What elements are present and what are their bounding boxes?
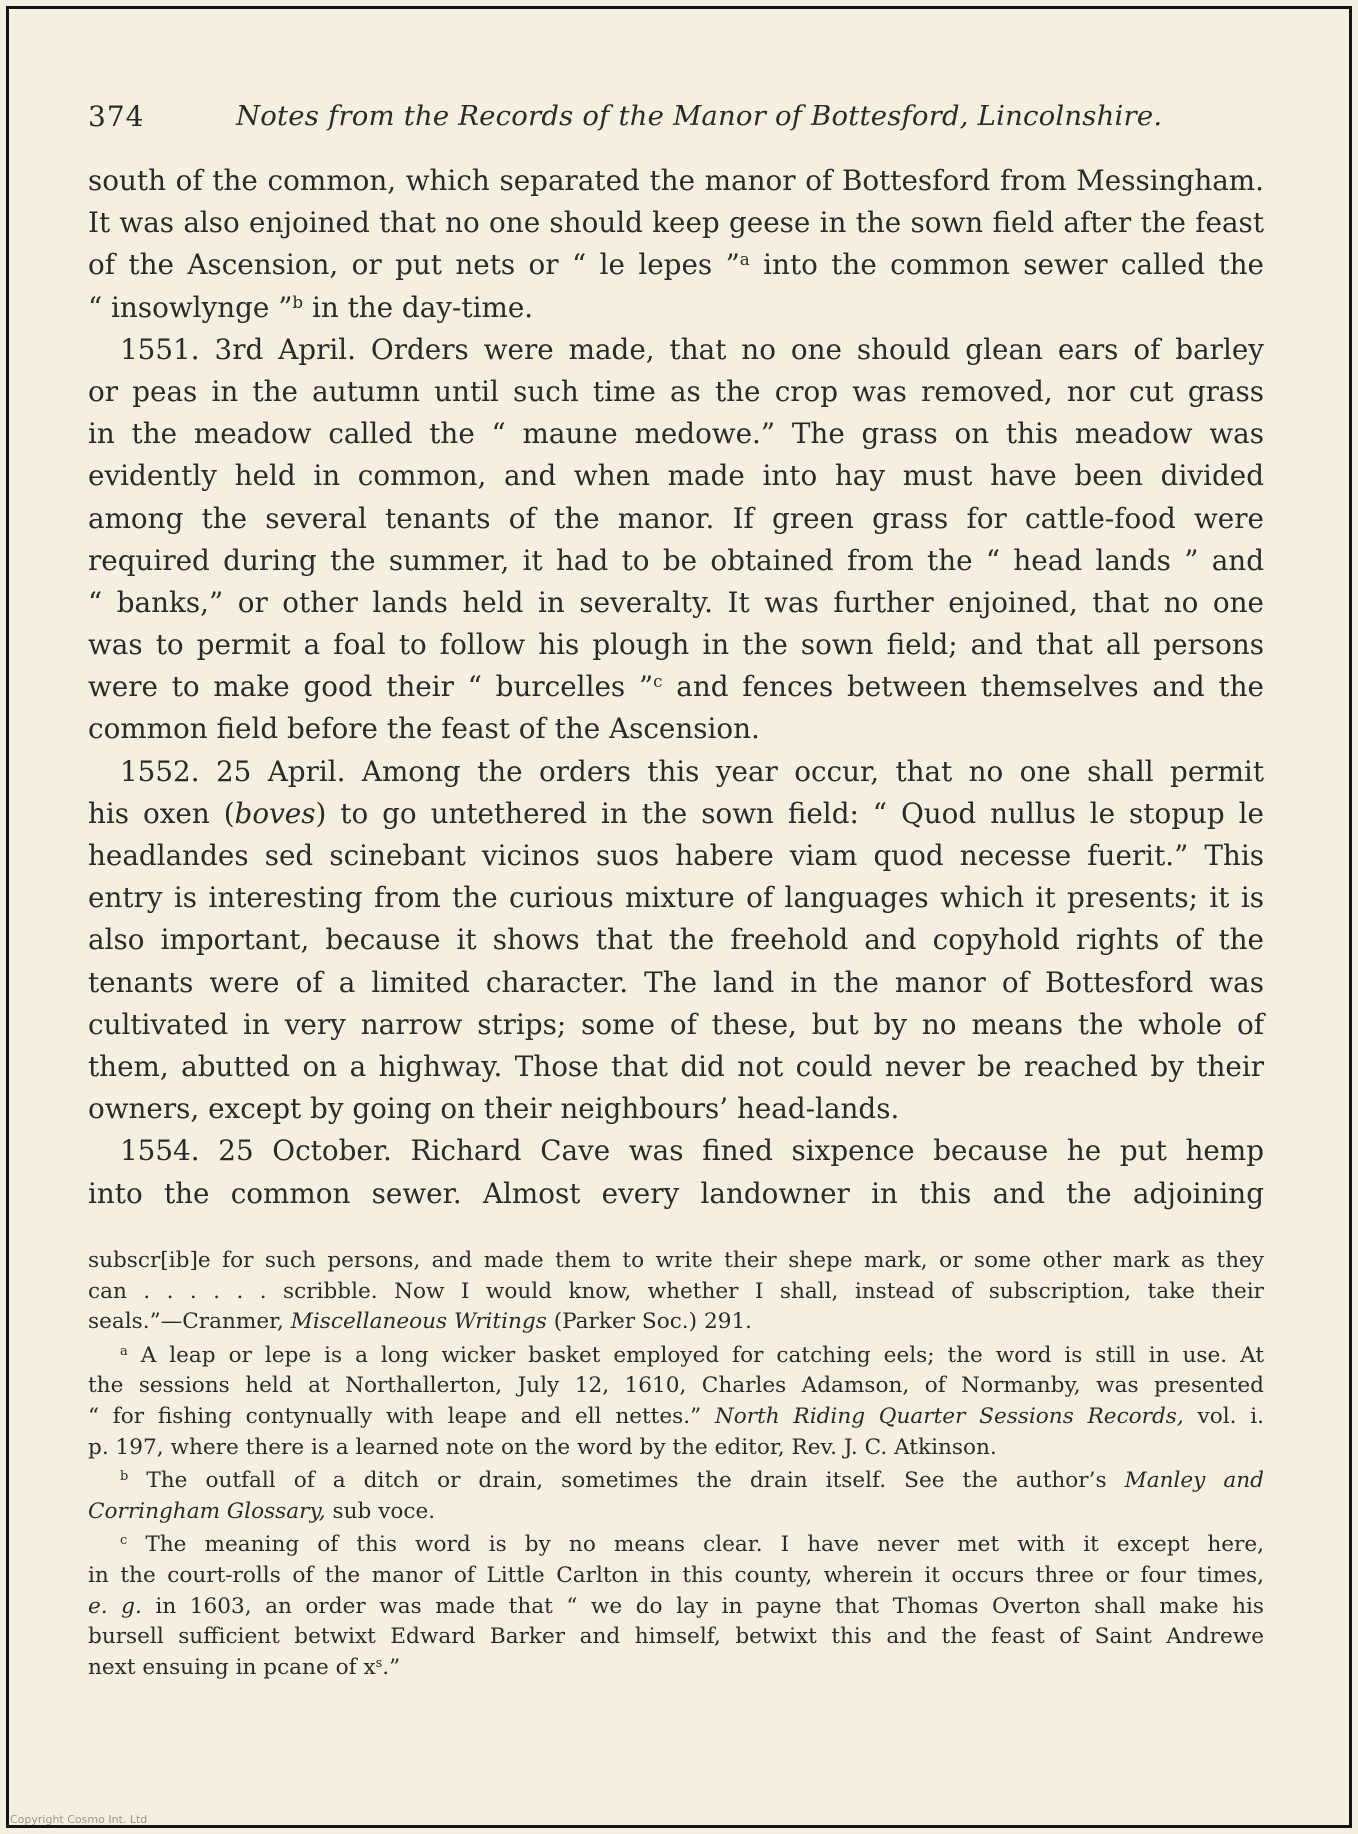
- footnote-a: $^a$ A leap or lepe is a long wicker basket employed for catching eels; the word is still in use. At: [120, 1342, 1264, 1368]
- body-line: tenants were of a limited character. The land in the manor of Bottesford was: [88, 965, 1264, 999]
- body-line: was to permit a foal to follow his plough in the sown field; and that all persons: [88, 628, 1264, 662]
- body-line: south of the common, which separated the manor of Bottesford from Messingham.: [88, 164, 1264, 197]
- body-line: headlandes sed scinebant vicinos suos habere viam quod necesse fuerit.” This: [88, 839, 1264, 872]
- footnote-c-line: bursell sufficient betwixt Edward Barker and himself, betwixt this and the feast of Saint Andrewe: [88, 1624, 1264, 1650]
- footnote-continuation: can . . . . . . scribble. Now I would know, whether I shall, instead of subscription, take their: [88, 1278, 1264, 1304]
- body-line: among the several tenants of the manor. If green grass for cattle-food were: [88, 501, 1264, 535]
- body-line: It was also enjoined that no one should keep geese in the sown field after the feast: [88, 206, 1264, 240]
- paragraph-1551: 1551. 3rd April. Orders were made, that no one should glean ears of barley: [120, 332, 1264, 366]
- paragraph-1552: 1552. 25 April. Among the orders this year occur, that no one shall permit: [120, 754, 1264, 788]
- footnote-c-line: e. g. in 1603, an order was made that “ we do lay in payne that Thomas Overton shall make his: [88, 1593, 1264, 1619]
- footnote-c-line: next ensuing in pcane of $x^s$.”: [88, 1654, 401, 1680]
- running-header: [88, 100, 1264, 140]
- body-line: common field before the feast of the Ascension.: [88, 712, 760, 746]
- body-line: into the common sewer. Almost every landowner in this and the adjoining: [88, 1176, 1264, 1210]
- body-line: or peas in the autumn until such time as the crop was removed, nor cut grass: [88, 374, 1264, 408]
- body-line: also important, because it shows that the freehold and copyhold rights of the: [88, 923, 1264, 957]
- body-line: cultivated in very narrow strips; some of these, but by no means the whole of: [88, 1007, 1264, 1041]
- page-number: 374: [88, 100, 145, 133]
- footnote-mark-c: c: [120, 1533, 128, 1549]
- copyright-notice: Copyright Cosmo Int. Ltd: [10, 1813, 148, 1826]
- footnote-ref-c: c: [653, 672, 663, 692]
- body-line: his oxen (boves) to go untethered in the sown field: “ Quod nullus le stopup le: [88, 796, 1264, 830]
- body-line: were to make good their “ burcelles ”$^c$ and fences between themselves and the: [88, 670, 1264, 704]
- footnote-mark-b: b: [120, 1469, 129, 1485]
- body-line: evidently held in common, and when made into hay must have been divided: [88, 459, 1264, 493]
- footnote-c: $^c$ The meaning of this word is by no means clear. I have never met with it except here,: [120, 1532, 1264, 1558]
- body-line: owners, except by going on their neighbours’ head-lands.: [88, 1092, 900, 1126]
- footnote-a-line: p. 197, where there is a learned note on the word by the editor, Rev. J. C. Atkinson.: [88, 1434, 997, 1460]
- body-line: “ insowlynge ”$^b$ in the day-time.: [88, 290, 534, 324]
- footnote-c-line: in the court-rolls of the manor of Little Carlton in this county, wherein it occurs three or four times,: [88, 1562, 1264, 1588]
- footnote-mark-a: a: [120, 1343, 128, 1359]
- running-title: Notes from the Records of the Manor of Bottesford, Lincolnshire.: [236, 100, 1163, 132]
- body-line: required during the summer, it had to be obtained from the “ head lands ” and: [88, 543, 1264, 577]
- body-line: them, abutted on a highway. Those that did not could never be reached by their: [88, 1049, 1264, 1083]
- body-line: entry is interesting from the curious mixture of languages which it presents; it is: [88, 881, 1264, 915]
- paragraph-1554: 1554. 25 October. Richard Cave was fined sixpence because he put hemp: [120, 1134, 1264, 1168]
- footnotes: [88, 1246, 1264, 1683]
- footnote-a-line: “ for fishing contynually with leape and ell nettes.” North Riding Quarter Sessions Records, vol. i.: [88, 1403, 1265, 1429]
- footnote-ref-a: a: [739, 250, 750, 270]
- footnote-continuation: seals.”—Cranmer, Miscellaneous Writings (Parker Soc.) 291.: [88, 1309, 753, 1335]
- body-text: [88, 160, 1264, 1215]
- footnote-b: $^b$ The outfall of a ditch or drain, sometimes the drain itself. See the author’s Manley and: [120, 1468, 1265, 1494]
- footnote-b-line: Corringham Glossary, sub voce.: [88, 1498, 436, 1524]
- book-page: [88, 0, 1264, 1834]
- body-line: “ banks,” or other lands held in severalty. It was further enjoined, that no one: [88, 585, 1264, 619]
- footnote-ref-b: b: [292, 292, 304, 312]
- footnote-continuation: subscr[ib]e for such persons, and made them to write their shepe mark, or some other mark as they: [88, 1248, 1264, 1273]
- body-line: in the meadow called the “ maune medowe.” The grass on this meadow was: [88, 417, 1264, 451]
- footnote-a-line: the sessions held at Northallerton, July 12, 1610, Charles Adamson, of Normanby, was presented: [88, 1373, 1264, 1399]
- body-line: of the Ascension, or put nets or “ le lepes ”$^a$ into the common sewer called the: [88, 248, 1264, 282]
